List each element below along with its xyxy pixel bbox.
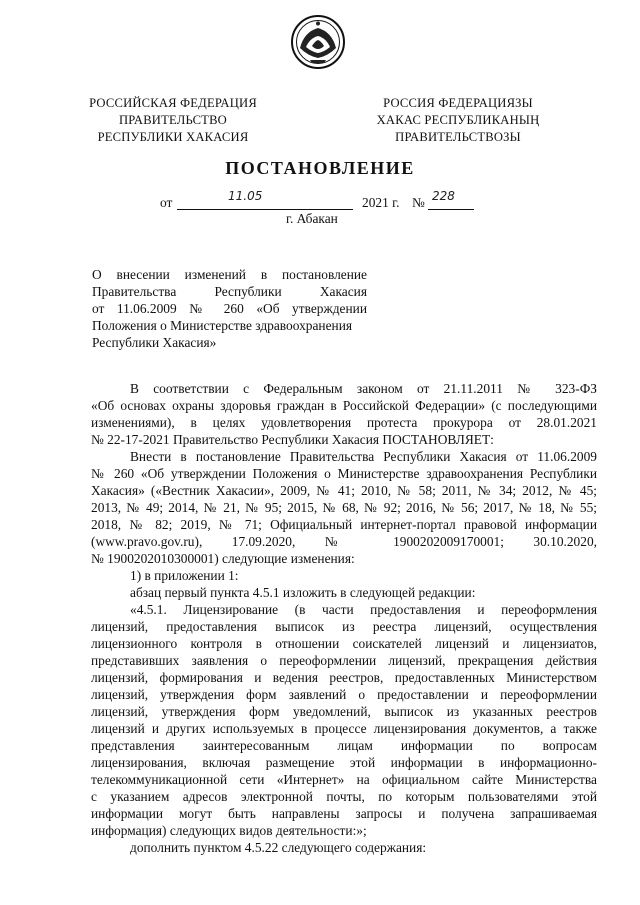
- header-right-line: ПРАВИТЕЛЬСТВОЗЫ: [395, 130, 521, 144]
- body-line: 1) в приложении 1:: [130, 568, 239, 583]
- document-title: ПОСТАНОВЛЕНИЕ: [225, 158, 415, 178]
- body-line: информации могут быть направлены запросы и получена запрашиваемая: [91, 806, 597, 821]
- body-line: информация) следующих видов деятельности:»;: [91, 823, 367, 838]
- subject-line: от 11.06.2009 № 260 «Об утверждении: [92, 301, 367, 316]
- header-right-line: ХАКАС РЕСПУБЛИКАНЫҢ: [376, 113, 540, 127]
- body-line: 2013, № 49; 2014, № 21, № 95; 2015, № 68, № 92; 2016, № 56; 2017, № 18, № 55;: [91, 500, 597, 515]
- number-underline: [428, 209, 474, 210]
- header-left-line: ПРАВИТЕЛЬСТВО: [119, 113, 227, 127]
- header-left: [68, 95, 278, 146]
- city: г. Абакан: [286, 211, 338, 226]
- subject-line: Правительства Республики Хакасия: [92, 284, 367, 299]
- body-line: представивших заявления о переоформлении лицензий, прекращения действия: [91, 653, 597, 668]
- body-line: дополнить пунктом 4.5.22 следующего содержания:: [130, 840, 427, 855]
- date-year: 2021 г.: [362, 195, 400, 210]
- body-line: представления заинтересованным лицам информации по вопросам: [91, 738, 597, 753]
- date-from-label: от: [160, 195, 173, 210]
- handwritten-date: 11.05: [228, 189, 263, 203]
- body-line: Внести в постановление Правительства Республики Хакасия от 11.06.2009: [130, 449, 597, 464]
- body-line: лицензий, формирования и ведения реестров, предоставленных Министерством: [91, 670, 597, 685]
- body-line: телекоммуникационной сети «Интернет» на официальном сайте Министерства: [91, 772, 597, 787]
- handwritten-number: 228: [432, 189, 455, 203]
- body-line: лицензирования, включая размещение этой информации в информационно-: [91, 755, 597, 770]
- body-line: лицензий, предоставления выписок из реестра лицензий, осуществления: [91, 619, 597, 634]
- subject-line: Положения о Министерстве здравоохранения: [92, 318, 353, 333]
- body-line: лицензий, утверждения форм заявлений о предоставлении и переоформлении: [91, 687, 597, 702]
- body-line: В соответствии с Федеральным законом от 21.11.2011 № 323-ФЗ: [130, 381, 597, 396]
- coat-of-arms-icon: [290, 14, 346, 70]
- body-line: № 260 «Об утверждении Положения о Министерстве здравоохранения Республики: [91, 466, 597, 481]
- subject-line: Республики Хакасия»: [92, 335, 217, 350]
- body-line: лицензионного контроля в отношении соискателей лицензий и лицензиатов,: [91, 636, 597, 651]
- body-line: лицензий, утверждения форм уведомлений, выписок из указанных реестров: [91, 704, 597, 719]
- header-left-line: РЕСПУБЛИКИ ХАКАСИЯ: [97, 130, 249, 144]
- body-line: 2018, № 82; 2019, № 71; Официальный интернет-портал правовой информации: [91, 517, 597, 532]
- body-line: изменениями), в целях удовлетворения протеста прокурора от 28.01.2021: [91, 415, 597, 430]
- body-line: абзац первый пункта 4.5.1 изложить в следующей редакции:: [130, 585, 476, 600]
- header-right: [352, 95, 564, 146]
- subject-line: О внесении изменений в постановление: [92, 267, 367, 282]
- header-left-line: РОССИЙСКАЯ ФЕДЕРАЦИЯ: [89, 96, 257, 110]
- body-line: с указанием адресов электронной почты, по которым пользователями этой: [91, 789, 597, 804]
- number-sign: №: [412, 195, 425, 210]
- body-line: № 1900202010300001) следующие изменения:: [91, 551, 355, 566]
- body-line: «Об основах охраны здоровья граждан в Российской Федерации» (с последующими: [91, 398, 597, 413]
- header-right-line: РОССИЯ ФЕДЕРАЦИЯЗЫ: [383, 96, 533, 110]
- body-line: Хакасия» («Вестник Хакасии», 2009, № 41; 2010, № 58; 2011, № 34; 2012, № 45;: [91, 483, 597, 498]
- body-line: лицензий и других используемых в процессе лицензирования документов, а также: [91, 721, 597, 736]
- body-line: № 22-17-2021 Правительство Республики Хакасия ПОСТАНОВЛЯЕТ:: [91, 432, 494, 447]
- body-line: «4.5.1. Лицензирование (в части предоставления и переоформления: [130, 602, 597, 617]
- body-line: (www.pravo.gov.ru), 17.09.2020, № 1900202009170001; 30.10.2020,: [91, 534, 597, 549]
